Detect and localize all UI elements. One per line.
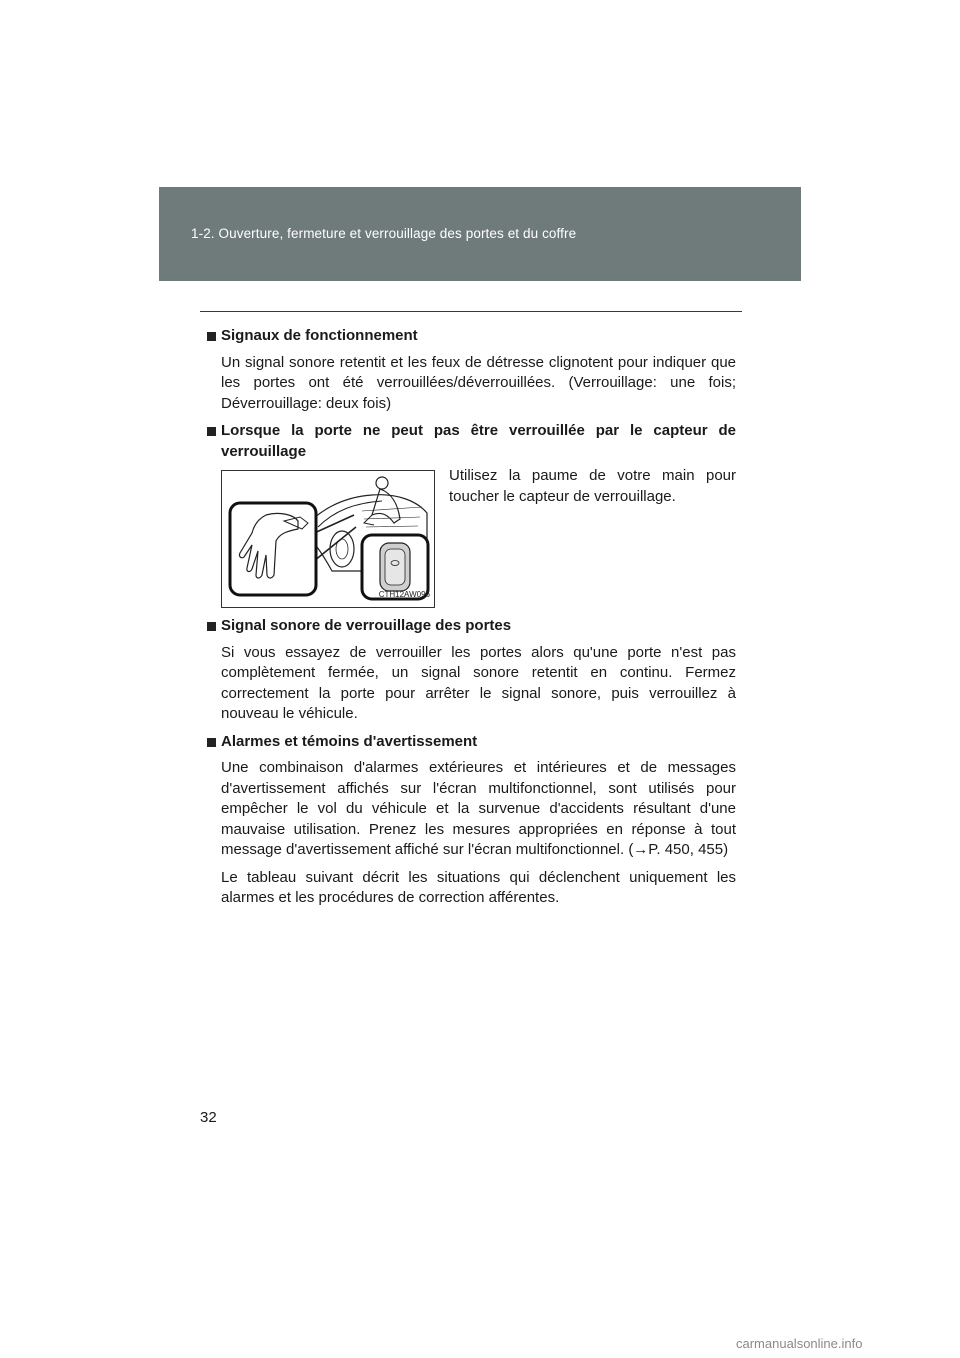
- square-bullet-icon: [207, 738, 216, 747]
- section-paragraph: Un signal sonore retentit et les feux de détresse clignotent pour indiquer que les portes ont été verrouillées/déverrouillées. (Verrouillage: une fois; Déverrouillage: deux fois): [221, 353, 736, 412]
- figure-row: [206, 467, 736, 610]
- section-paragraph: Une combinaison d'alarmes extérieures et intérieures et de messages d'avertissement affichés sur l'écran multifonctionnel, sont utilisés pour empêcher le vol du véhicule et la survenue d'accidents résultant d'une mauvaise utilisation. Prenez les mesures appropriées en réponse à tout message d'avertissement affiché sur l'écran multifonctionnel. (→P. 450, 455): [221, 759, 736, 858]
- section-lock-sensor: [206, 421, 736, 610]
- section-operation-signals: [206, 326, 736, 414]
- chapter-header-band: [159, 187, 801, 281]
- section-heading: Alarmes et témoins d'avertissement: [206, 732, 736, 753]
- section-heading: Signaux de fonctionnement: [206, 326, 736, 347]
- figure-code: CTH12AW096: [378, 589, 430, 599]
- square-bullet-icon: [207, 622, 216, 631]
- figure-caption: Utilisez la paume de votre main pour toucher le capteur de verrouillage.: [449, 467, 736, 505]
- section-heading: Signal sonore de verrouillage des portes: [206, 616, 736, 637]
- section-paragraph: Si vous essayez de verrouiller les portes alors qu'une porte n'est pas complètement fermée, un signal sonore retentit en continu. Fermez correctement la porte pour arrêter le signal sonore, puis verrouillez à nouveau le véhicule.: [221, 643, 736, 722]
- section-paragraph: Le tableau suivant décrit les situations qui déclenchent uniquement les alarmes et les procédures de correction afférentes.: [221, 868, 736, 906]
- section-heading: Lorsque la porte ne peut pas être verrouillée par le capteur de verrouillage: [206, 421, 736, 462]
- page-content: [206, 326, 736, 916]
- page-number: 32: [200, 1109, 217, 1126]
- lock-sensor-illustration: [221, 470, 435, 608]
- watermark-text: carmanualsonline.info: [736, 1336, 863, 1351]
- section-door-lock-buzzer: [206, 616, 736, 725]
- section-warning-alarms: [206, 732, 736, 909]
- header-divider: [200, 311, 742, 312]
- square-bullet-icon: [207, 332, 216, 341]
- chapter-title: 1-2. Ouverture, fermeture et verrouillage des portes et du coffre: [191, 226, 577, 241]
- square-bullet-icon: [207, 427, 216, 436]
